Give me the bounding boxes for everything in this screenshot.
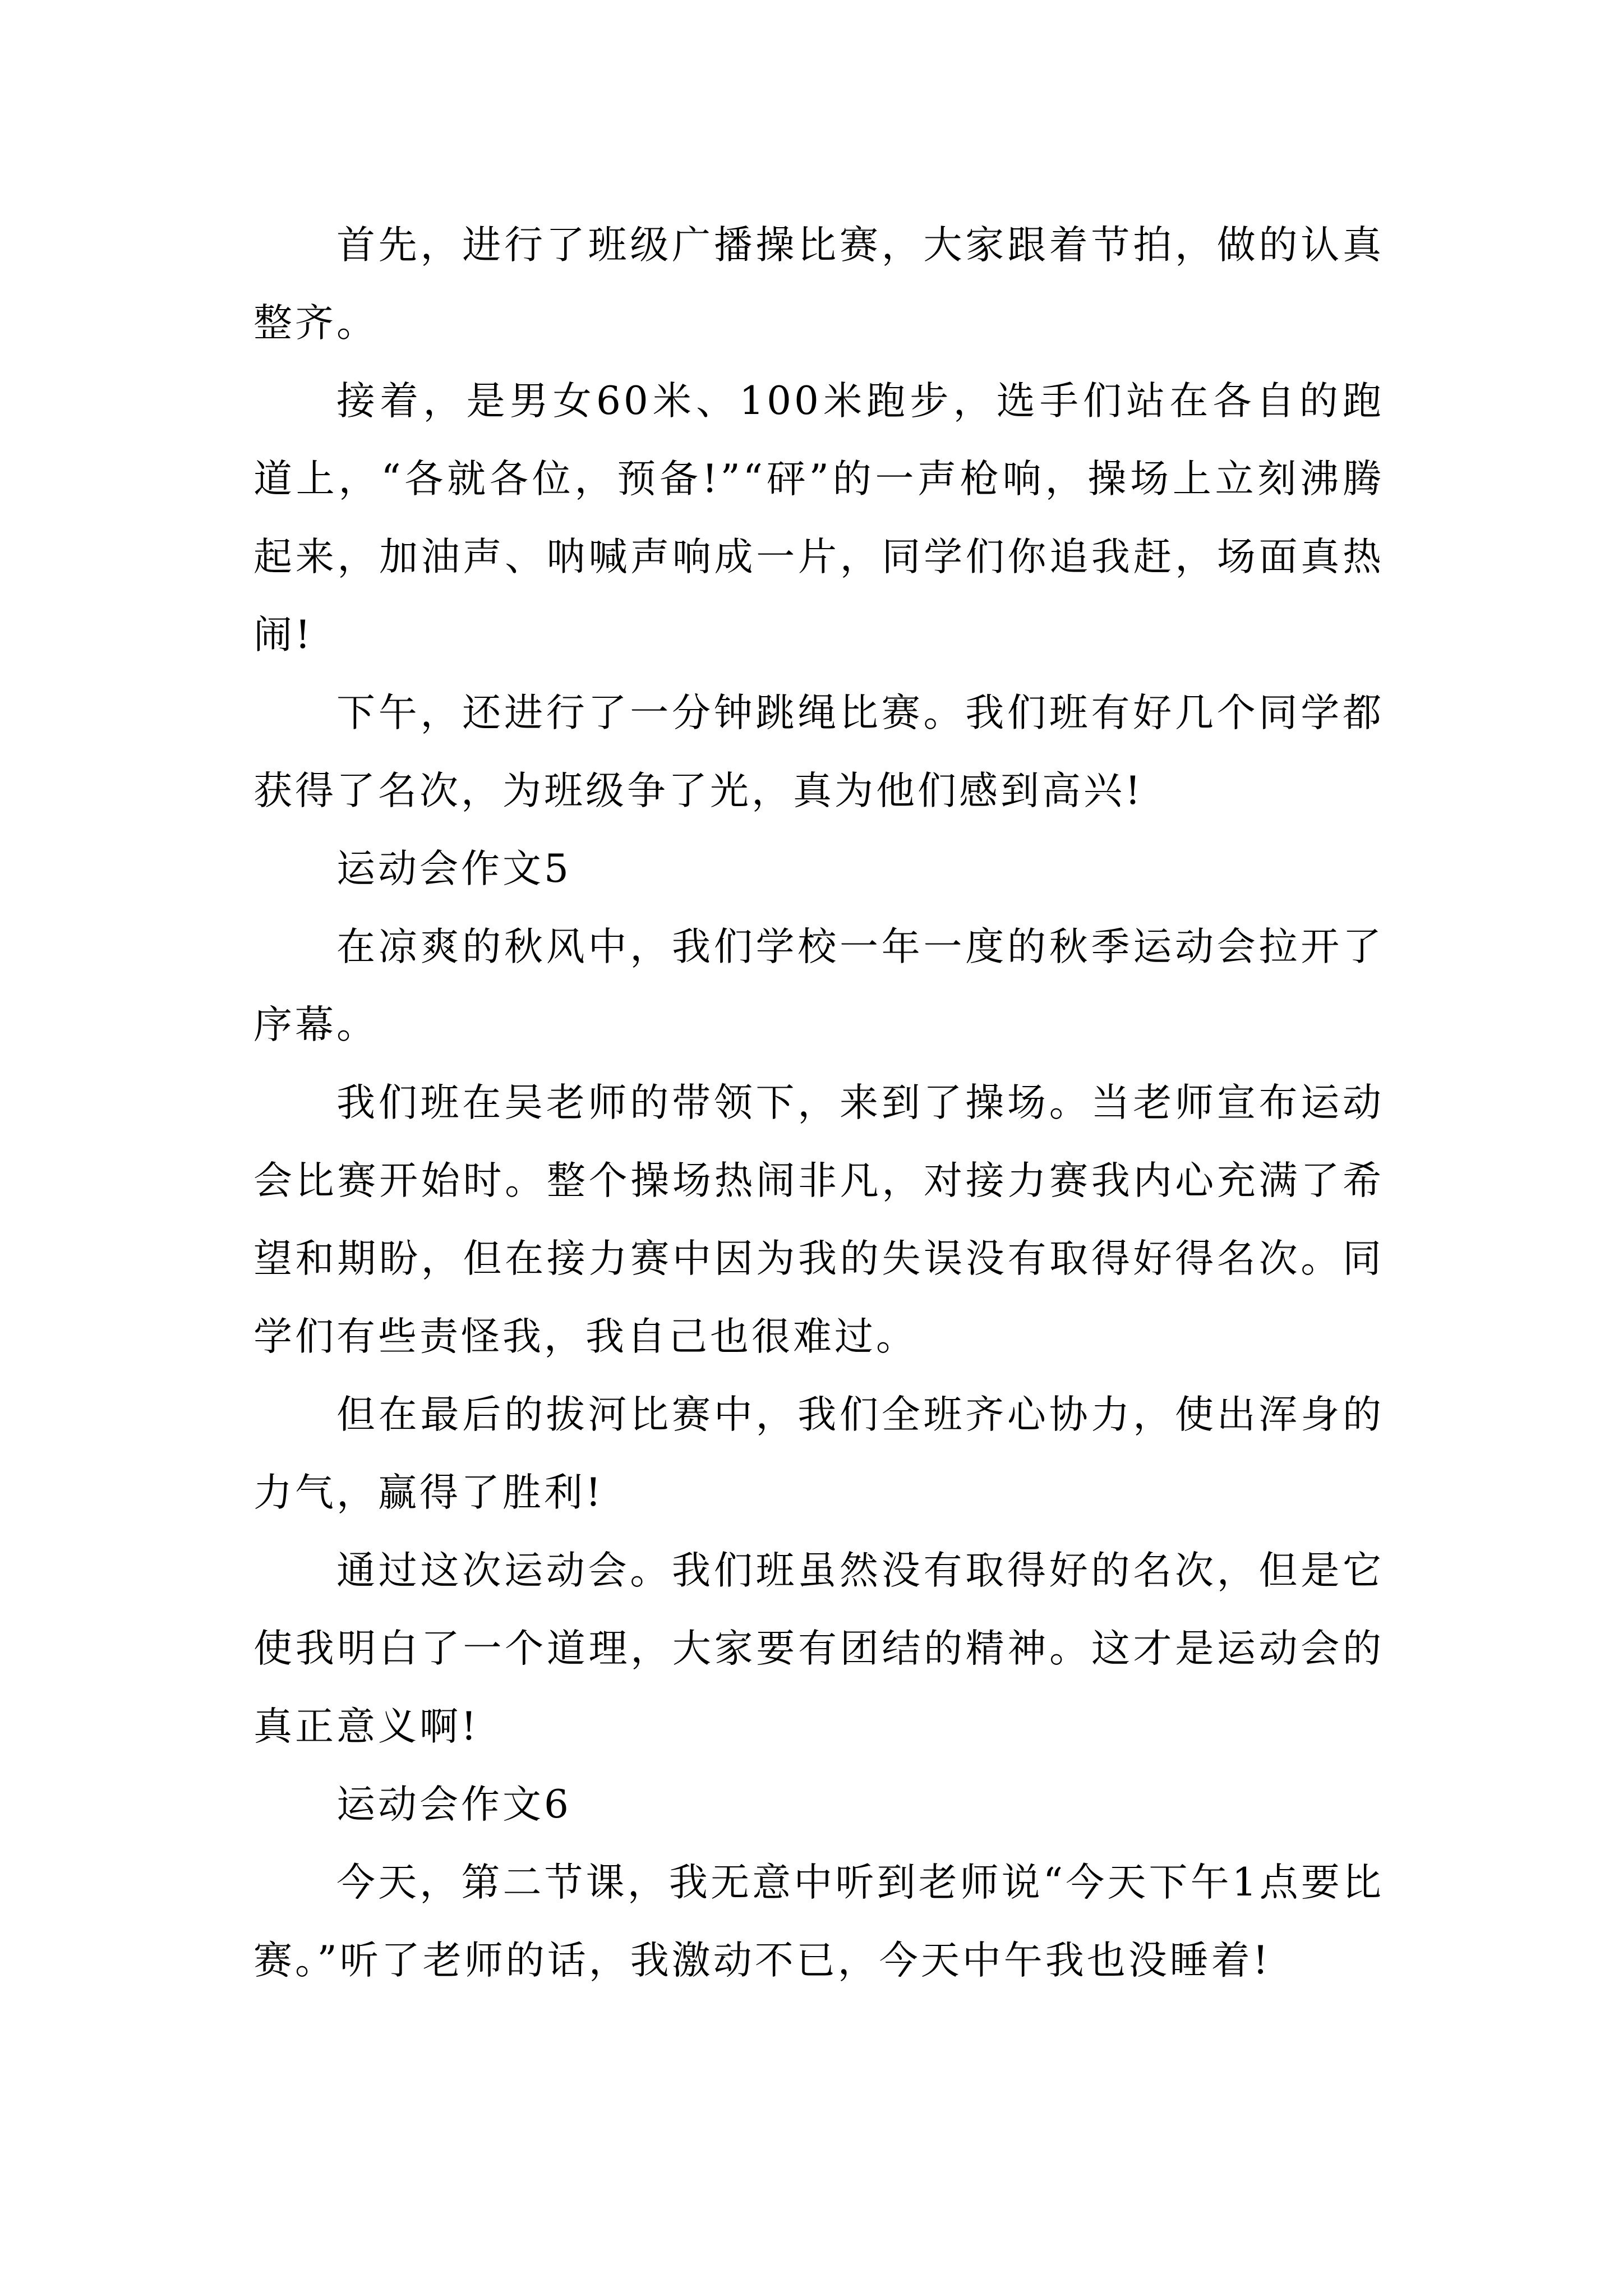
paragraph-broadcast-exercise: 首先，进行了班级广播操比赛，大家跟着节拍，做的认真整齐。 <box>253 223 1384 346</box>
paragraph-tug-of-war: 但在最后的拔河比赛中，我们全班齐心协力，使出浑身的力气，赢得了胜利! <box>253 1392 1384 1515</box>
paragraph-afternoon-race: 今天，第二节课，我无意中听到老师说“今天下午1点要比赛。”听了老师的话，我激动不已，今天中午我也没睡着! <box>253 1860 1384 1983</box>
paragraph-running-race: 接着，是男女60米、100米跑步，选手们站在各自的跑道上，“各就各位，预备!”“砰”的一声枪响，操场上立刻沸腾起来，加油声、呐喊声响成一片，同学们你追我赶，场面真热闹! <box>253 379 1384 657</box>
essay-heading-5: 运动会作文5 <box>336 846 571 891</box>
paragraph-autumn-opening: 在凉爽的秋风中，我们学校一年一度的秋季运动会拉开了序幕。 <box>253 924 1384 1047</box>
essay-heading-6: 运动会作文6 <box>336 1782 571 1827</box>
paragraph-rope-skipping: 下午，还进行了一分钟跳绳比赛。我们班有好几个同学都获得了名次，为班级争了光，真为他们感到高兴! <box>253 691 1384 813</box>
paragraph-lesson-learned: 通过这次运动会。我们班虽然没有取得好的名次，但是它使我明白了一个道理，大家要有团结的精神。这才是运动会的真正意义啊! <box>253 1548 1384 1749</box>
paragraph-relay-race: 我们班在吴老师的带领下，来到了操场。当老师宣布运动会比赛开始时。整个操场热闹非凡，对接力赛我内心充满了希望和期盼，但在接力赛中因为我的失误没有取得好得名次。同学们有些责怪我，我自己也很难过。 <box>253 1080 1384 1359</box>
document-body <box>253 206 1384 2000</box>
